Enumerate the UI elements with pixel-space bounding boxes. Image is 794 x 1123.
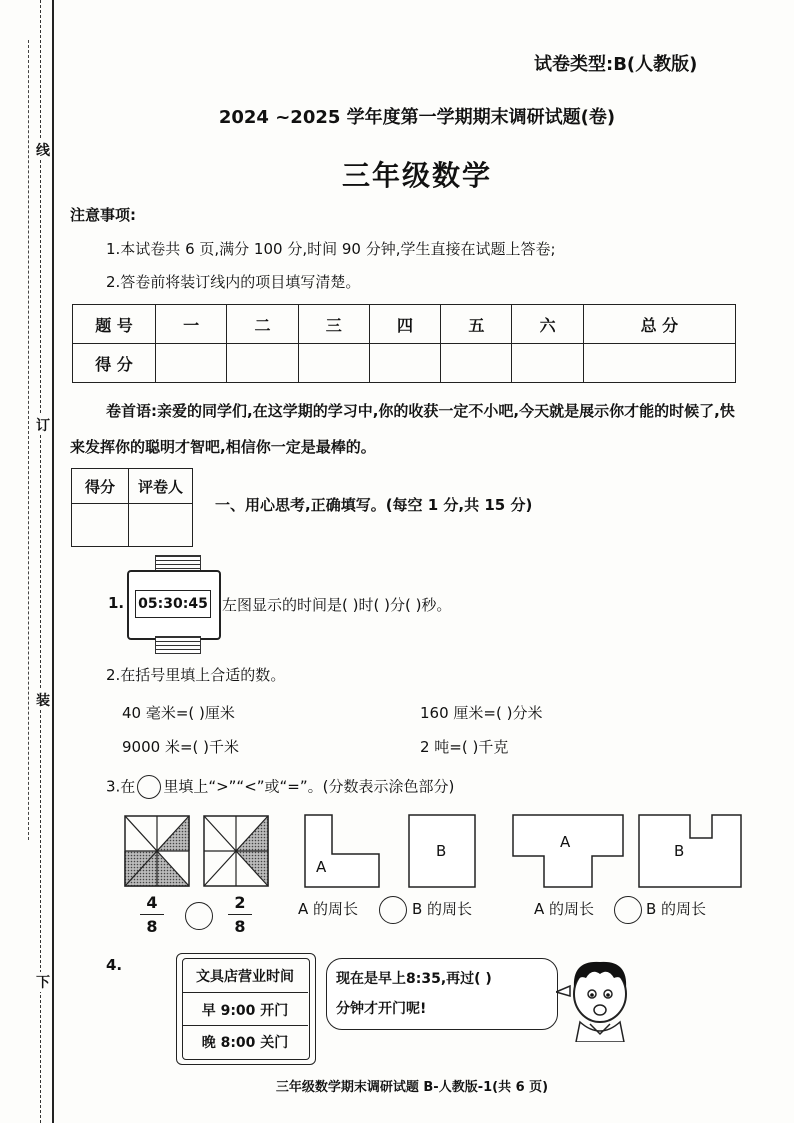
binding-mark-zhuang: 装 (36, 690, 50, 710)
shape-label-b-1: B (436, 842, 447, 860)
question-3-title-pre: 3.在 (106, 777, 136, 796)
store-hours-divider (182, 1025, 308, 1026)
binding-mark-xian: 线 (36, 140, 50, 160)
score-table-header-row (73, 305, 736, 344)
score-table-score-row (73, 344, 736, 383)
question-1-number: 1. (108, 594, 125, 612)
grader-name-label: 评卷人 (129, 469, 193, 504)
score-table-cell: 三 (298, 305, 369, 344)
section-1-title: 一、用心思考,正确填写。(每空 1 分,共 15 分) (215, 496, 533, 514)
score-table-cell: 得 分 (73, 344, 156, 383)
question-2b: 160 厘米=( )分米 (420, 704, 543, 722)
notice-heading: 注意事项: (70, 206, 136, 224)
speech-bubble-line-2: 分钟才开门呢! (336, 1001, 427, 1017)
store-hours-close: 晚 8:00 关门 (201, 1035, 289, 1051)
t-shape-icon (512, 814, 624, 888)
perimeter-b-label-1: B 的周长 (412, 900, 473, 918)
grader-name-cell[interactable] (129, 504, 193, 547)
fraction-right-numerator: 2 (234, 893, 246, 912)
store-hours-divider (182, 992, 308, 993)
speech-bubble-line-1: 现在是早上8:35,再过( ) (336, 971, 492, 987)
score-input-cell[interactable] (441, 344, 512, 383)
perimeter-a-label-1: A 的周长 (298, 900, 359, 918)
notice-item-2: 2.答卷前将装订线内的项目填写清楚。 (106, 273, 361, 291)
fraction-left-denominator: 8 (146, 917, 158, 936)
binding-mark-ding: 订 (36, 415, 50, 435)
score-input-cell[interactable] (298, 344, 369, 383)
grader-score-label: 得分 (72, 469, 129, 504)
score-input-cell[interactable] (583, 344, 735, 383)
shape-label-a-2: A (560, 833, 571, 851)
store-hours-title: 文具店营业时间 (196, 969, 294, 985)
score-table-cell: 五 (441, 305, 512, 344)
score-input-cell[interactable] (369, 344, 440, 383)
preface-text: 卷首语:亲爱的同学们,在这学期的学习中,你的收获一定不小吧,今天就是展示你才能的时候了,快来发挥你的聪明才智吧,相信你一定是最棒的。 (70, 402, 735, 456)
score-table (72, 304, 736, 383)
fraction-left-numerator: 4 (146, 893, 158, 912)
subject-title: 三年级数学 (341, 159, 492, 192)
watch-strap-bottom-icon (155, 636, 201, 654)
boy-character-icon (556, 952, 636, 1042)
exam-title: 2024 ~2025 学年度第一学期期末调研试题(卷) (218, 107, 616, 128)
shape-label-a-1: A (316, 858, 327, 876)
score-input-cell[interactable] (156, 344, 227, 383)
store-hours-open: 早 9:00 开门 (201, 1003, 289, 1019)
question-2a: 40 毫米=( )厘米 (122, 704, 235, 722)
l-shape-icon (304, 814, 380, 888)
score-table-cell: 四 (369, 305, 440, 344)
binding-mark-xia: 下 (36, 972, 50, 992)
circle-icon (137, 775, 161, 799)
question-4-number: 4. (106, 956, 123, 974)
notice-item-1: 1.本试卷共 6 页,满分 100 分,时间 90 分钟,学生直接在试题上答卷; (106, 240, 556, 258)
fraction-right-denominator: 8 (234, 917, 246, 936)
score-table-cell: 题 号 (73, 305, 156, 344)
question-3-title-post: 里填上“>”“<”或“=”。(分数表示涂色部分) (163, 777, 455, 796)
notched-shape-icon (638, 814, 742, 888)
score-input-cell[interactable] (227, 344, 298, 383)
score-table-cell: 六 (512, 305, 583, 344)
grader-box (71, 468, 193, 547)
perimeter-a-label-2: A 的周长 (534, 900, 595, 918)
fraction-left (140, 893, 164, 936)
compare-circle-1[interactable] (185, 902, 213, 930)
score-table-cell: 一 (156, 305, 227, 344)
compare-circle-3[interactable] (614, 896, 642, 924)
compare-circle-2[interactable] (379, 896, 407, 924)
question-1-text: 左图显示的时间是( )时( )分( )秒。 (222, 596, 452, 614)
question-3-title (106, 775, 454, 799)
question-2-title: 2.在括号里填上合适的数。 (106, 666, 286, 684)
paper-type-label: 试卷类型:B(人教版) (534, 54, 698, 75)
grader-score-cell[interactable] (72, 504, 129, 547)
fraction-square-left-icon (124, 815, 190, 887)
fraction-square-right-icon (203, 815, 269, 887)
perimeter-b-label-2: B 的周长 (646, 900, 707, 918)
score-table-cell: 二 (227, 305, 298, 344)
shape-label-b-2: B (674, 842, 685, 860)
fraction-right (228, 893, 252, 936)
question-2d: 2 吨=( )千克 (420, 738, 509, 756)
clock-display: 05:30:45 (135, 590, 211, 618)
score-input-cell[interactable] (512, 344, 583, 383)
question-2c: 9000 米=( )千米 (122, 738, 239, 756)
score-table-cell: 总 分 (583, 305, 735, 344)
page-footer: 三年级数学期末调研试题 B-人教版-1(共 6 页) (275, 1080, 549, 1095)
